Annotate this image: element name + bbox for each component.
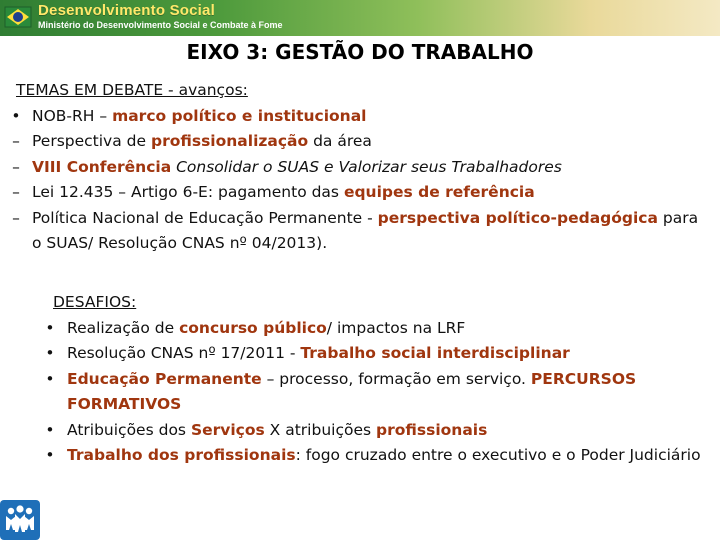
slide-title: EIXO 3: GESTÃO DO TRABALHO	[186, 40, 534, 64]
item-highlight: Trabalho dos profissionais	[67, 446, 296, 464]
list-item	[40, 341, 716, 367]
item-text: Política Nacional de Educação Permanente -	[32, 208, 378, 227]
header-banner	[0, 0, 720, 36]
item-highlight: equipes de referência	[343, 183, 535, 201]
item-highlight: PERCURSOS FORMATIVOS	[67, 369, 637, 413]
dash-marker: –	[12, 132, 20, 150]
item-text: Realização de	[67, 318, 180, 337]
item-highlight: Educação Permanente	[67, 369, 262, 388]
list-item	[6, 129, 710, 155]
bullet-marker: •	[45, 369, 55, 388]
bullet-marker: •	[11, 106, 21, 125]
temas-list	[6, 104, 710, 257]
item-text: para o SUAS/ Resolução CNAS nº 04/2013).	[32, 208, 699, 252]
list-item	[6, 104, 710, 130]
dash-marker: –	[12, 157, 20, 176]
section-heading: TEMAS EM DEBATE - avanços:	[16, 81, 248, 99]
bullet-marker: •	[45, 446, 55, 464]
brand-subtitle: Ministério do Desenvolvimento Social e Combate à Fome	[38, 20, 283, 30]
list-item	[6, 206, 710, 257]
desafios-list	[40, 316, 716, 469]
dash-marker: –	[12, 208, 20, 227]
item-text: Resolução CNAS nº 17/2011 -	[67, 344, 301, 362]
desafios-section	[40, 290, 716, 469]
people-group-icon	[0, 500, 40, 540]
item-text: : fogo cruzado entre o executivo e o Poder Judiciário	[295, 446, 701, 464]
item-highlight: VIII Conferência	[32, 157, 172, 176]
list-item	[40, 316, 716, 342]
item-text: da área	[308, 132, 372, 150]
item-text: Atribuições dos	[67, 420, 191, 439]
item-text: Lei 12.435 – Artigo 6-E: pagamento das	[32, 183, 344, 201]
item-highlight: Serviços	[190, 420, 265, 439]
item-italic-text: Consolidar o SUAS e Valorizar seus Trabalhadores	[171, 157, 562, 176]
item-highlight: profissionalização	[150, 132, 309, 150]
brazil-flag-icon	[4, 3, 32, 31]
item-text: Perspectiva de	[32, 132, 151, 150]
list-item	[40, 418, 716, 444]
temas-em-debate-section	[6, 78, 710, 257]
list-item	[6, 180, 710, 206]
list-item	[40, 367, 716, 418]
item-highlight: marco político e institucional	[112, 106, 367, 125]
item-text: X atribuições	[264, 420, 376, 439]
section-heading: DESAFIOS:	[53, 293, 137, 311]
item-highlight: Trabalho social interdisciplinar	[300, 344, 570, 362]
bullet-marker: •	[45, 420, 55, 439]
brand-title: Desenvolvimento Social	[38, 2, 215, 19]
bullet-marker: •	[45, 344, 55, 362]
list-item	[6, 155, 710, 181]
list-item	[40, 443, 716, 469]
item-text: – processo, formação em serviço.	[261, 369, 531, 388]
item-highlight: concurso público	[179, 318, 327, 337]
item-text: / impactos na LRF	[326, 318, 466, 337]
item-text: NOB-RH –	[32, 106, 113, 125]
item-highlight: profissionais	[376, 420, 488, 439]
item-highlight: perspectiva político-pedagógica	[377, 208, 658, 227]
bullet-marker: •	[45, 318, 55, 337]
dash-marker: –	[12, 183, 20, 201]
